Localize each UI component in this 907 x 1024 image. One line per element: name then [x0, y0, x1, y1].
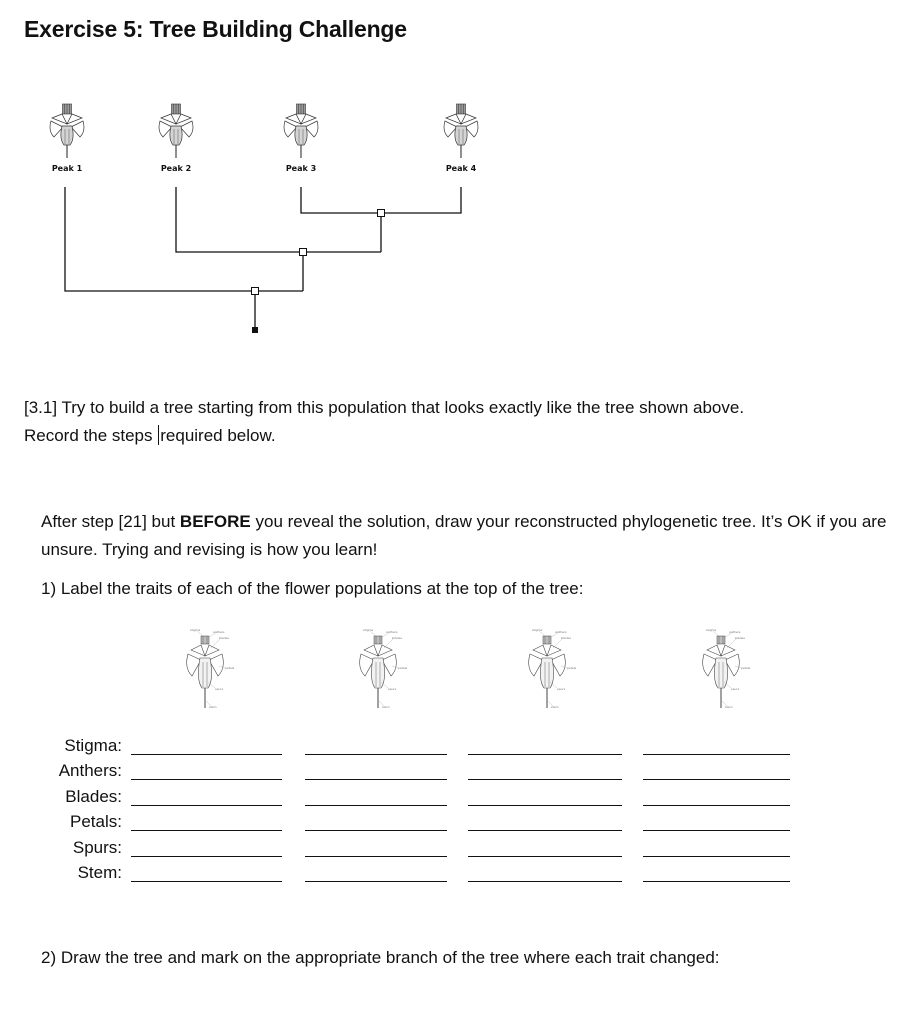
- flower-4-label-anthers: anthers: [729, 630, 741, 634]
- answer-blank-stem-1[interactable]: [131, 881, 282, 882]
- peak-4-flower: [444, 104, 478, 158]
- flower-3-label-stigma: stigma: [532, 628, 543, 632]
- peak-label-3: Peak 3: [285, 164, 317, 173]
- answer-blank-spurs-3[interactable]: [468, 856, 622, 857]
- trait-label-petals: Petals:: [70, 812, 122, 832]
- root-marker: [252, 327, 258, 333]
- answer-blank-stigma-4[interactable]: [643, 754, 790, 755]
- flower-2-label-blades: blades: [392, 636, 402, 640]
- flower-diagram-4: [703, 631, 741, 708]
- answer-blank-anthers-1[interactable]: [131, 779, 282, 780]
- after-step-text-1: After step [21] but: [41, 512, 180, 531]
- answer-blank-stem-4[interactable]: [643, 881, 790, 882]
- question-3-1-line2b: required below.: [160, 426, 276, 445]
- answer-blank-stem-2[interactable]: [305, 881, 447, 882]
- peak-1-flower: [50, 104, 84, 158]
- trait-label-spurs: Spurs:: [72, 837, 122, 857]
- trait-label-blades: Blades:: [65, 786, 122, 806]
- flower-3-label-stem: stem: [551, 705, 559, 709]
- flower-3-label-anthers: anthers: [555, 630, 567, 634]
- answer-blank-anthers-3[interactable]: [468, 779, 622, 780]
- flower-2-label-spurs: spurs: [388, 687, 397, 691]
- flower-2-label-stem: stem: [382, 705, 390, 709]
- answer-blank-petals-4[interactable]: [643, 830, 790, 831]
- question-3-1-line2a: Record the steps: [24, 426, 158, 445]
- flower-4-label-spurs: spurs: [731, 687, 740, 691]
- answer-blank-blades-3[interactable]: [468, 805, 622, 806]
- page-title: Exercise 5: Tree Building Challenge: [24, 16, 407, 42]
- trait-label-anthers: Anthers:: [58, 761, 122, 781]
- trait-label-stigma: Stigma:: [64, 736, 122, 755]
- flower-diagram-3: [529, 631, 567, 708]
- flower-3-label-spurs: spurs: [557, 687, 566, 691]
- flower-1-label-anthers: anthers: [213, 630, 225, 634]
- step-2-instruction: 2) Draw the tree and mark on the appropriate branch of the tree where each trait changed:: [41, 948, 720, 967]
- flower-2-label-stigma: stigma: [363, 628, 374, 632]
- answer-blank-blades-2[interactable]: [305, 805, 447, 806]
- flower-2-label-petals: petals: [398, 666, 408, 670]
- flower-3-label-blades: blades: [561, 636, 571, 640]
- flower-1-label-stigma: stigma: [190, 628, 201, 632]
- flower-4-part-labels: [706, 628, 751, 709]
- flower-4-label-blades: blades: [735, 636, 745, 640]
- flower-4-label-stigma: stigma: [706, 628, 717, 632]
- flower-1-label-spurs: spurs: [215, 687, 224, 691]
- peak-label-2: Peak 2: [160, 164, 192, 173]
- tree-branches: [65, 187, 461, 330]
- peak-3-flower: [284, 104, 318, 158]
- flower-3-part-labels: [532, 628, 577, 709]
- flower-diagrams: [0, 620, 907, 720]
- after-step-text-2: you reveal the solution, draw your reconstructed phylogenetic tree. It’s OK if you are unsure. Trying and revising is how you learn!: [41, 512, 887, 559]
- answer-blank-spurs-2[interactable]: [305, 856, 447, 857]
- peak-2-flower: [159, 104, 193, 158]
- answer-blank-spurs-1[interactable]: [131, 856, 282, 857]
- flower-1-part-labels: [190, 628, 235, 709]
- peak-label-1: Peak 1: [51, 164, 83, 173]
- node-marker-peak2-clade: [300, 249, 307, 256]
- node-marker-peak1-clade: [252, 288, 259, 295]
- flower-4-label-stem: stem: [725, 705, 733, 709]
- answer-blank-stem-3[interactable]: [468, 881, 622, 882]
- trait-label-stem: Stem:: [77, 862, 122, 882]
- peak-label-4: Peak 4: [445, 164, 477, 173]
- answer-blank-anthers-4[interactable]: [643, 779, 790, 780]
- trait-label-column: [30, 733, 122, 885]
- flower-diagram-1: [187, 631, 225, 708]
- reference-phylogenetic-tree: [0, 0, 907, 360]
- step-1-instruction: 1) Label the traits of each of the flower populations at the top of the tree:: [41, 579, 584, 598]
- answer-blank-blades-4[interactable]: [643, 805, 790, 806]
- flower-diagram-2: [360, 631, 398, 708]
- flower-4-label-petals: petals: [741, 666, 751, 670]
- answer-blank-petals-3[interactable]: [468, 830, 622, 831]
- answer-blank-stigma-2[interactable]: [305, 754, 447, 755]
- answer-blank-petals-1[interactable]: [131, 830, 282, 831]
- flower-1-label-stem: stem: [209, 705, 217, 709]
- question-3-1: [24, 394, 884, 450]
- flower-2-part-labels: [363, 628, 408, 709]
- flower-1-label-petals: petals: [225, 666, 235, 670]
- node-marker-peak3-peak4: [378, 210, 385, 217]
- flower-3-label-petals: petals: [567, 666, 577, 670]
- answer-blank-stigma-3[interactable]: [468, 754, 622, 755]
- after-step-instructions: [41, 508, 891, 564]
- answer-blank-spurs-4[interactable]: [643, 856, 790, 857]
- question-3-1-line1: [3.1] Try to build a tree starting from this population that looks exactly like the tree shown above.: [24, 398, 745, 417]
- answer-blank-stigma-1[interactable]: [131, 754, 282, 755]
- flower-2-label-anthers: anthers: [386, 630, 398, 634]
- answer-blank-blades-1[interactable]: [131, 805, 282, 806]
- flower-1-label-blades: blades: [219, 636, 229, 640]
- after-step-bold: BEFORE: [179, 512, 251, 531]
- answer-blank-anthers-2[interactable]: [305, 779, 447, 780]
- answer-blank-petals-2[interactable]: [305, 830, 447, 831]
